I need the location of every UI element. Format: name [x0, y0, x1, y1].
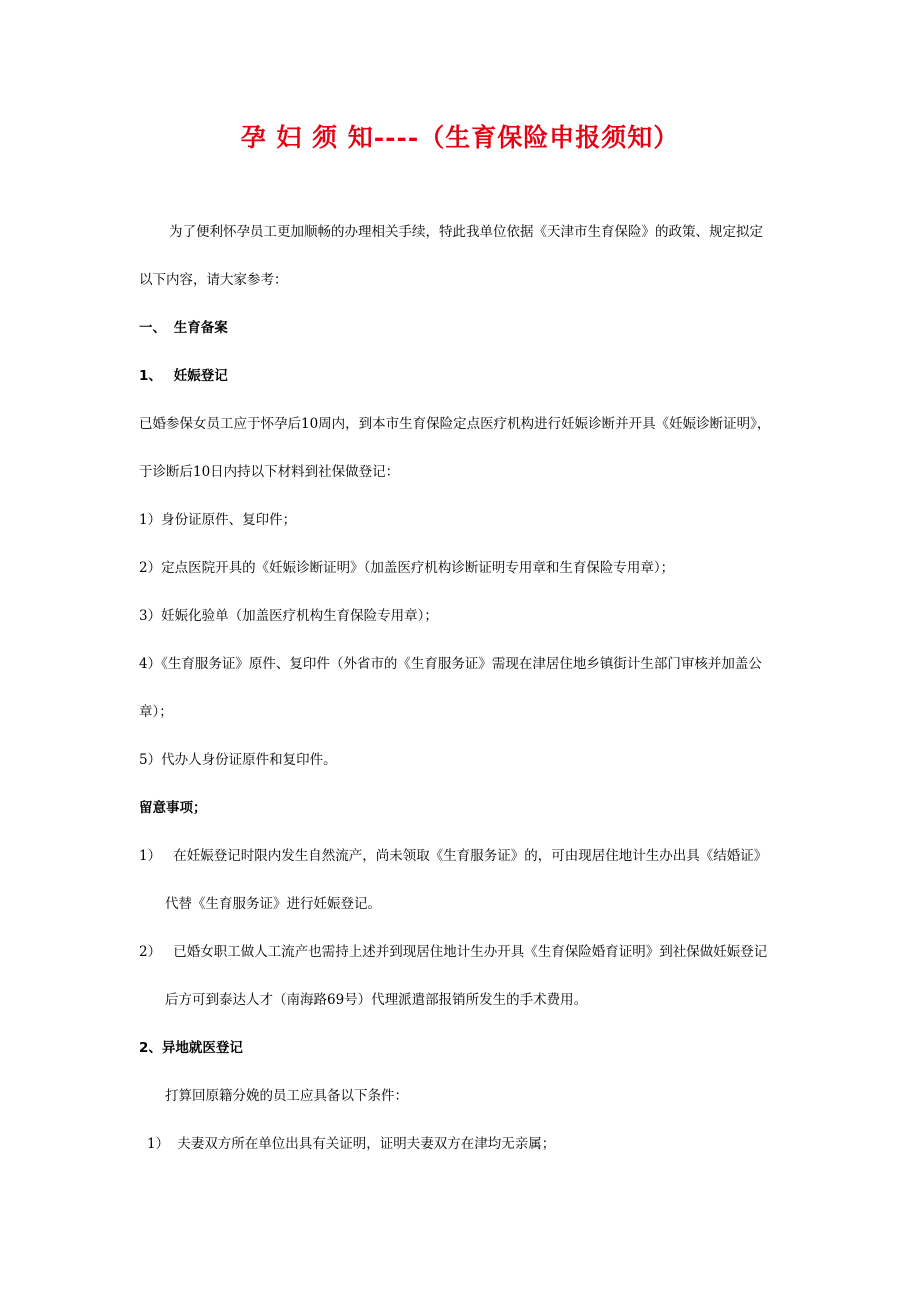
note-text: 已婚女职工做人工流产也需持上述并到现居住地计生办开具《生育保险婚育证明》到社保做妊娠登记: [173, 944, 768, 960]
note-number: 1）: [139, 848, 162, 864]
note-continuation: 后方可到泰达人才（南海路69号）代理派遣部报销所发生的手术费用。: [165, 992, 588, 1008]
list-item: 4）《生育服务证》原件、复印件（外省市的《生育服务证》需现在津居住地乡镇街计生部门审核并加盖公: [139, 656, 762, 672]
subsection-number: 1、: [139, 368, 162, 384]
list-item: 2）定点医院开具的《妊娠诊断证明》（加盖医疗机构诊断证明专用章和生育保险专用章）；: [139, 560, 675, 576]
paragraph-line: 已婚参保女员工应于怀孕后10周内，到本市生育保险定点医疗机构进行妊娠诊断并开具《妊娠诊断证明》，: [139, 416, 771, 432]
list-item: 5）代办人身份证原件和复印件。: [139, 752, 337, 768]
section-title: 生育备案: [173, 320, 228, 336]
condition-number: 1）: [147, 1136, 170, 1152]
intro-line-1: 为了便利怀孕员工更加顺畅的办理相关手续，特此我单位依据《天津市生育保险》的政策、规定拟定: [169, 224, 763, 240]
note-number: 2）: [139, 944, 162, 960]
section-heading: [139, 318, 228, 338]
note-text: 在妊娠登记时限内发生自然流产，尚未领取《生育服务证》的，可由现居住地计生办出具《结婚证》: [173, 848, 768, 864]
intro-line-2: 以下内容，请大家参考：: [139, 272, 288, 288]
paragraph-line: 于诊断后10日内持以下材料到社保做登记：: [139, 464, 400, 480]
list-item: 1）身份证原件、复印件；: [139, 512, 297, 528]
notes-heading: 留意事项；: [139, 800, 207, 816]
subsection-heading: [139, 366, 228, 386]
subsection-title: 妊娠登记: [173, 368, 228, 384]
list-item-continuation: 章）；: [139, 704, 173, 720]
paragraph-line: 打算回原籍分娩的员工应具备以下条件：: [165, 1088, 408, 1104]
page-title: 孕 妇 须 知----（生育保险申报须知）: [240, 123, 680, 152]
subsection-heading-2: 2、异地就医登记: [139, 1040, 243, 1056]
note-continuation: 代替《生育服务证》进行妊娠登记。: [165, 896, 381, 912]
note-item: [139, 942, 767, 962]
condition-item: [147, 1134, 555, 1154]
list-item: 3）妊娠化验单（加盖医疗机构生育保险专用章）；: [139, 608, 438, 624]
section-number: 一、: [139, 320, 166, 336]
note-item: [139, 846, 767, 866]
condition-text: 夫妻双方所在单位出具有关证明，证明夫妻双方在津均无亲属；: [177, 1136, 556, 1152]
